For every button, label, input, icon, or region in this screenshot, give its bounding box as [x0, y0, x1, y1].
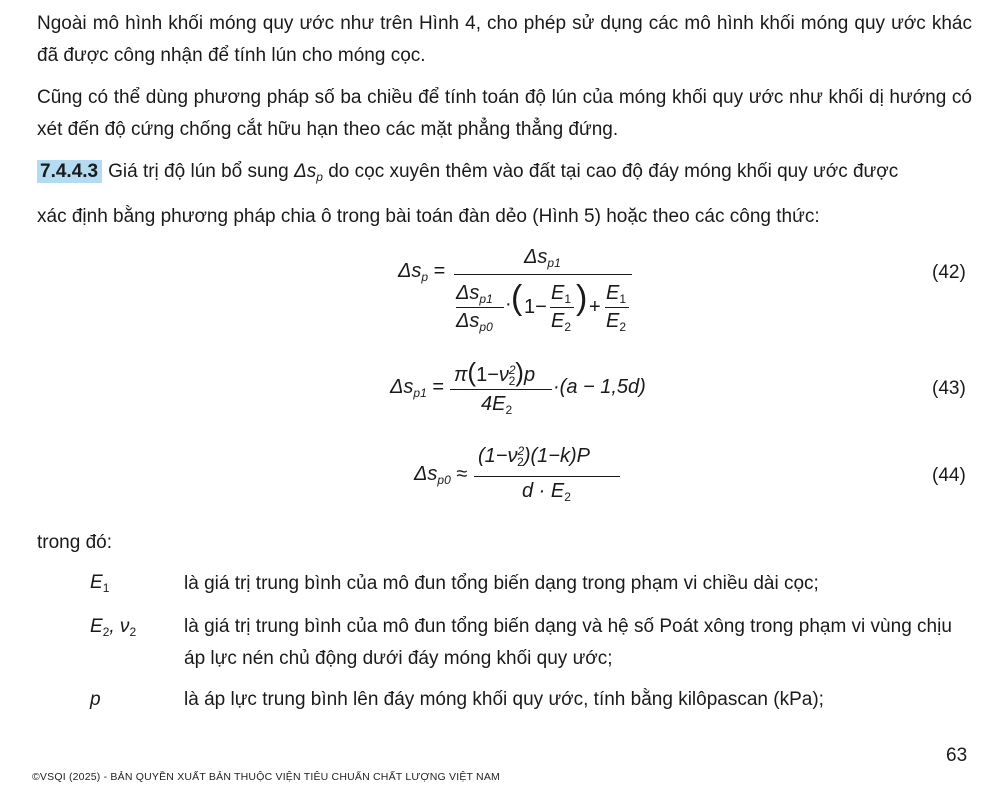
eq43-tail: ·(a − 1,5d) — [553, 376, 646, 398]
eq42-e2-den: $E_2$ — [551, 310, 572, 334]
eq42-main-fraction-bar — [454, 274, 632, 275]
eq42-inner-numerator: $\Delta s_{p1}$ — [456, 282, 493, 306]
eq42-plus: + — [589, 296, 601, 318]
eq44-numerator: $(1-\nu^2_2)(1-k)P$ — [478, 444, 590, 469]
eq42-e1-num-2: $E_1$ — [606, 282, 627, 306]
where-label: trong đó: — [37, 532, 112, 553]
eq42-e-fraction-bar-2 — [605, 307, 629, 308]
eq43-numerator: $\pi(1-\nu^2_2)p$ — [454, 357, 536, 388]
clause-number: 7.4.4.3 — [37, 160, 102, 183]
definition-text-p: là áp lực trung bình lên đáy móng khối quy ước, tính bằng kilôpascan (kPa); — [184, 689, 824, 710]
eq42-left-paren: ( — [511, 279, 523, 317]
eq43-denominator: $4E_2$ — [481, 393, 513, 417]
clause-text-after: do cọc xuyên thêm vào đất tại cao độ đáy móng khối quy ước được — [328, 161, 899, 182]
eq43-number: (43) — [932, 378, 966, 399]
eq43-fraction-bar — [450, 389, 552, 390]
eq42-number: (42) — [932, 262, 966, 283]
eq42-e1-num: $E_1$ — [551, 282, 572, 306]
eq42-lhs: $\Delta s_p$ = — [398, 260, 446, 284]
clause-line-1 — [37, 156, 972, 193]
eq42-dot: · — [505, 293, 512, 315]
eq44-lhs: $\Delta s_{p0}$ ≈ — [414, 463, 468, 487]
paragraph-1: Ngoài mô hình khối móng quy ước như trên Hình 4, cho phép sử dụng các mô hình khối móng quy ước khác đã được công nhận để tính lún cho móng cọc. — [37, 13, 972, 66]
clause-symbol: Δs — [294, 161, 317, 182]
clause-text-before: Giá trị độ lún bổ sung — [108, 161, 289, 182]
eq43-lhs: $\Delta s_{p1}$ = — [390, 376, 445, 400]
definition-symbol-e2-nu2: $E_2$, $\nu_2$ — [90, 616, 137, 639]
eq42-inner-fraction-bar — [456, 307, 504, 308]
eq42-inner-denominator: $\Delta s_{p0}$ — [456, 310, 493, 334]
clause-line-2: xác định bằng phương pháp chia ô trong bài toán đàn dẻo (Hình 5) hoặc theo các công thức: — [37, 206, 820, 227]
definition-text-e2-nu2: là giá trị trung bình của mô đun tổng biến dạng và hệ số Poát xông trong phạm vi vùng chịu áp lực nén chủ động dưới đáy móng khối quy ước; — [184, 616, 952, 669]
eq42-e2-den-2: $E_2$ — [606, 310, 627, 334]
eq44-denominator: $d \cdot E_2$ — [522, 480, 571, 504]
eq44-fraction-bar — [474, 476, 620, 477]
eq44-number: (44) — [932, 465, 966, 486]
copyright-footer: ©VSQI (2025) - BẢN QUYỀN XUẤT BẢN THUỘC VIỆN TIÊU CHUẨN CHẤT LƯỢNG VIỆT NAM — [32, 771, 500, 783]
eq42-e-fraction-bar — [550, 307, 574, 308]
definition-text-e1: là giá trị trung bình của mô đun tổng biến dạng trong phạm vi chiều dài cọc; — [184, 573, 819, 594]
definition-symbol-p: p — [90, 689, 101, 710]
definition-symbol-e1: $E_1$ — [90, 572, 110, 595]
page-number: 63 — [946, 745, 968, 766]
eq42-numerator: $\Delta s_{p1}$ — [524, 246, 561, 270]
clause-symbol-sub: p — [316, 170, 323, 184]
eq42-right-paren: ) — [576, 279, 588, 317]
paragraph-2: Cũng có thể dùng phương pháp số ba chiều để tính toán độ lún của móng khối quy ước như khối dị hướng có xét đến độ cứng chống cắt hữu hạn theo các mặt phẳng thẳng đứng. — [37, 87, 972, 140]
eq42-one-minus: 1− — [524, 296, 547, 318]
